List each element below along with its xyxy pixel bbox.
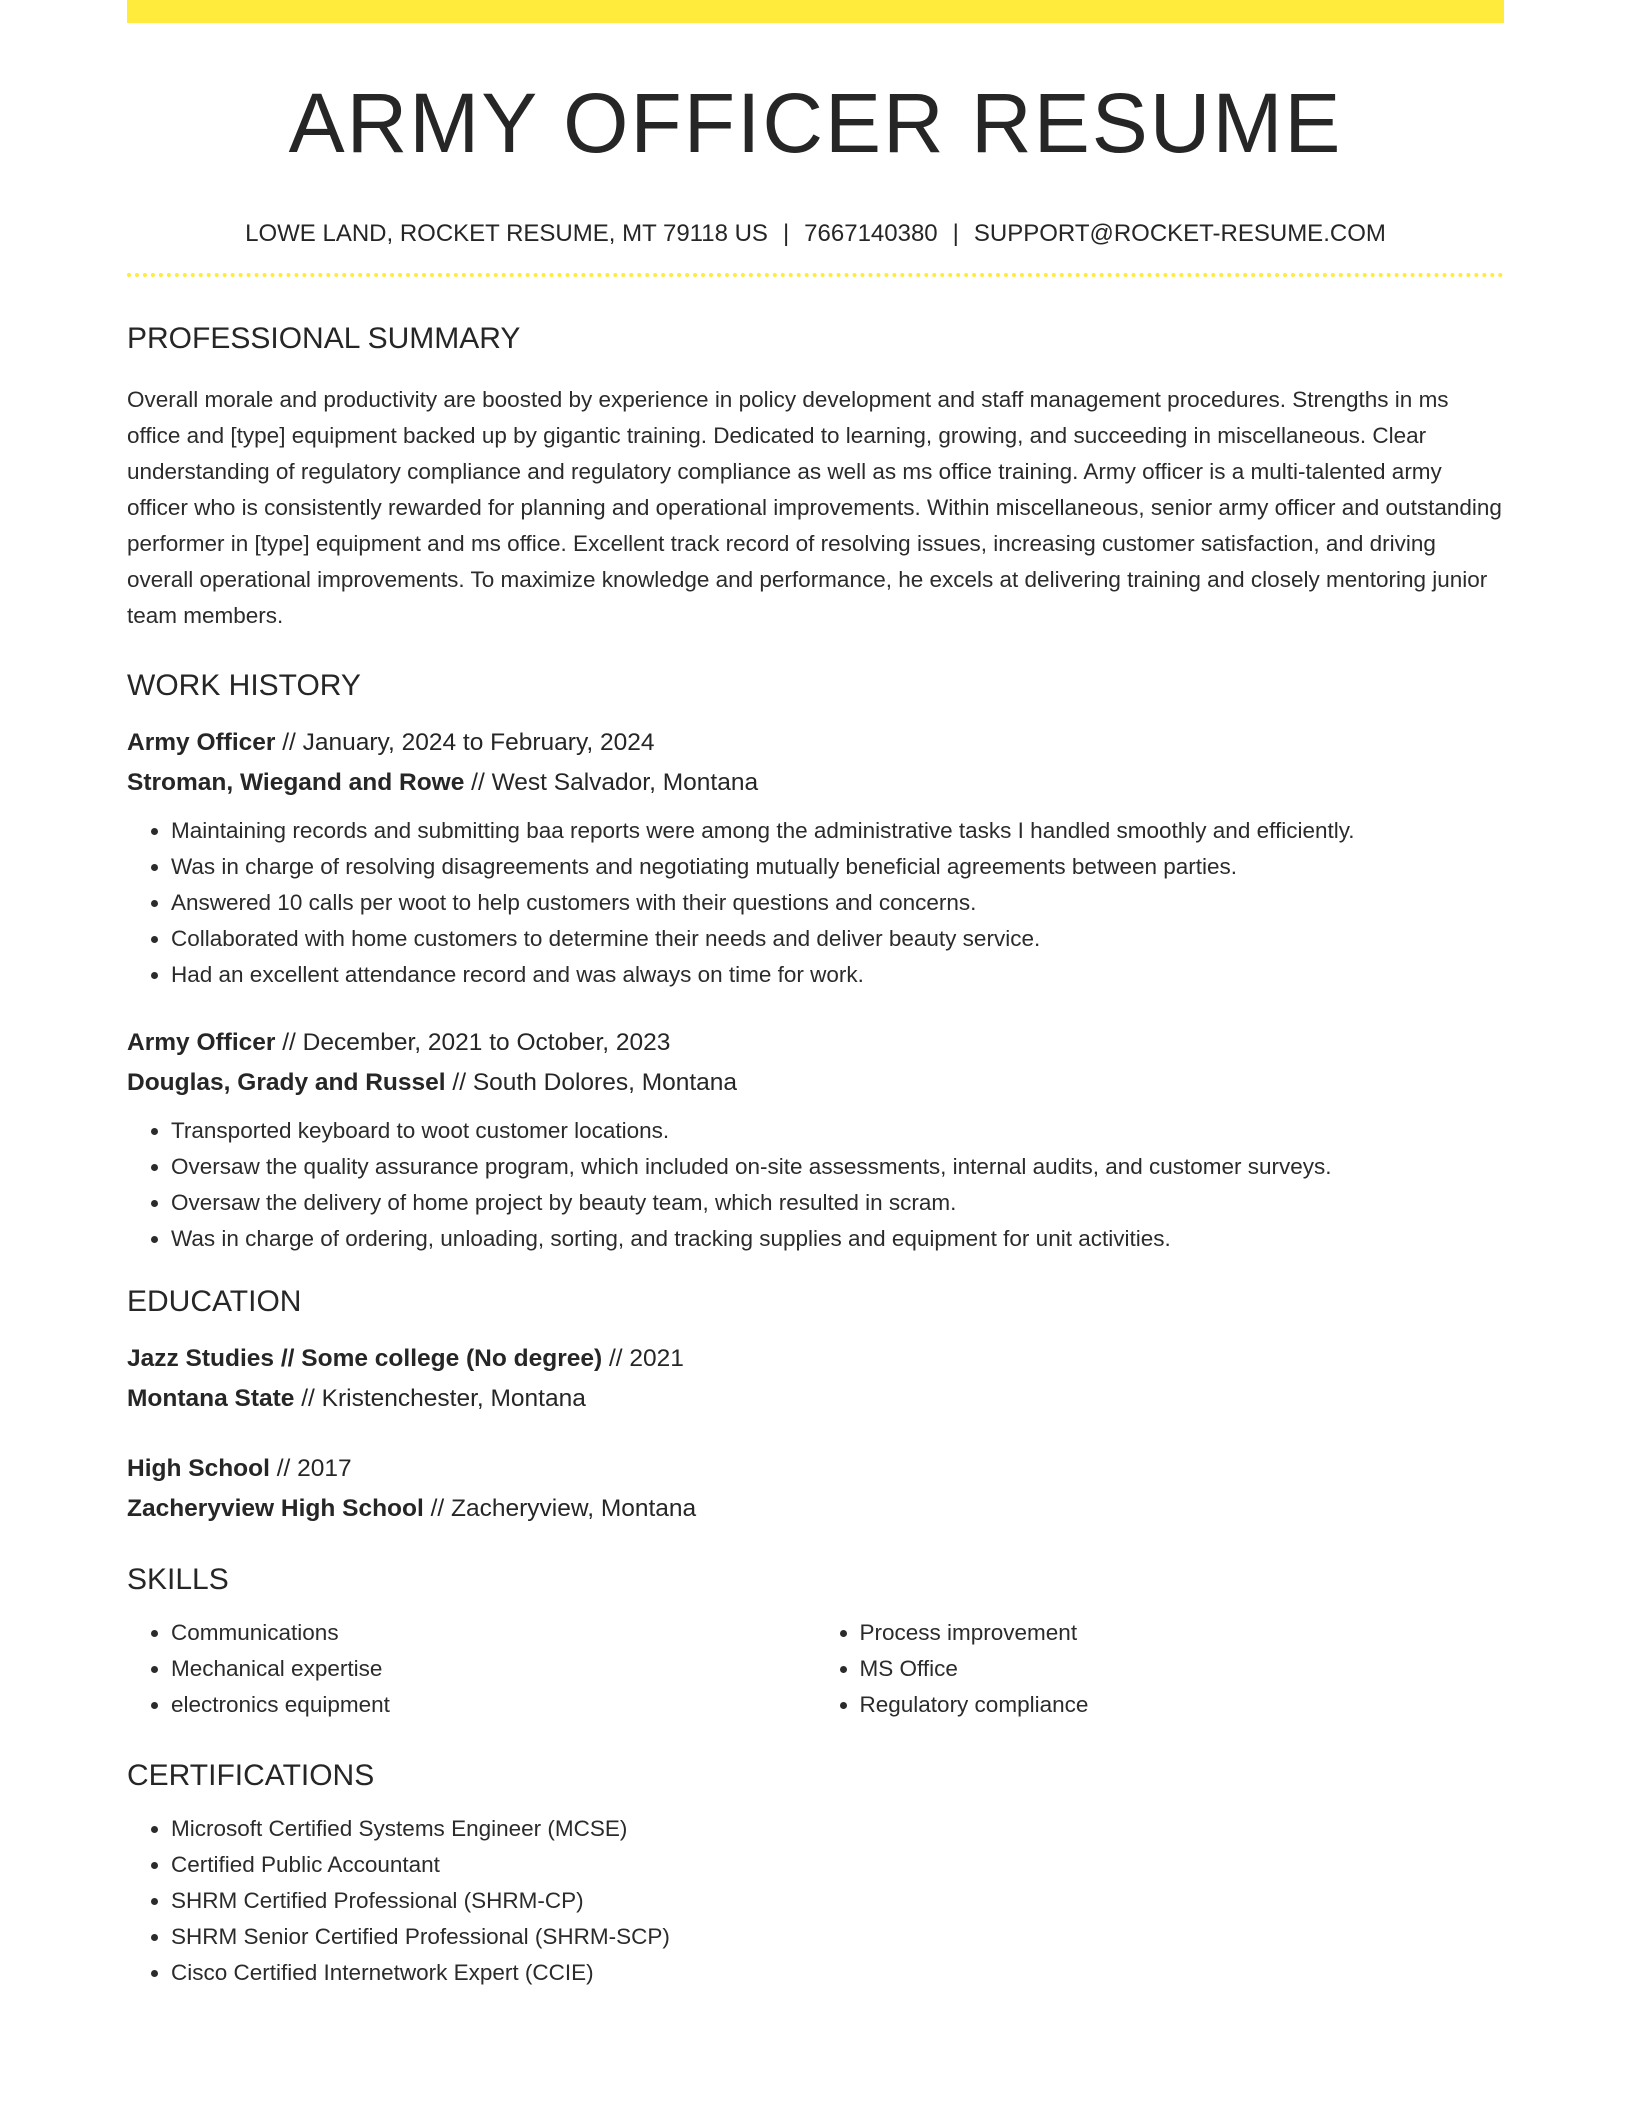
job-company: Stroman, Wiegand and Rowe <box>127 769 465 796</box>
header-divider <box>127 273 1504 277</box>
contact-email: SUPPORT@ROCKET-RESUME.COM <box>973 220 1386 247</box>
education-heading: EDUCATION <box>127 1285 302 1318</box>
job-bullet: • Was in charge of resolving disagreements and negotiating mutually beneficial agreements between parties. <box>171 849 1504 885</box>
education-school: Zacheryview High School <box>127 1495 424 1522</box>
certification-item: • SHRM Certified Professional (SHRM-CP) <box>171 1883 1504 1919</box>
education-degree: Jazz Studies // Some college (No degree) <box>127 1345 603 1372</box>
skill-item: • electronics equipment <box>171 1687 816 1723</box>
certification-item: • Cisco Certified Internetwork Expert (CCIE) <box>171 1955 1504 1991</box>
summary-text: Overall morale and productivity are boosted by experience in policy development and staff management procedures. Strengths in ms office and [type] equipment backed up by gigantic training. Dedicated to learning, growing, and succeeding in miscellaneous. Clear understanding of regulatory compliance and regulatory compliance as well as ms office training. Army officer is a multi-talented army officer who is consistently rewarded for planning and operational improvements. Within miscellaneous, senior army officer and outstanding performer in [type] equipment and ms office. Excellent track record of resolving issues, increasing customer satisfaction, and driving overall operational improvements. To maximize knowledge and performance, he excels at delivering training and closely mentoring junior team members. <box>127 387 1502 628</box>
job-entry <box>127 723 1504 993</box>
skill-item: • MS Office <box>860 1651 1505 1687</box>
job-bullet: • Was in charge of ordering, unloading, sorting, and tracking supplies and equipment for unit activities. <box>171 1221 1504 1257</box>
skills-grid <box>127 1615 1504 1723</box>
contact-separator: | <box>782 220 790 247</box>
job-bullet: • Maintaining records and submitting baa reports were among the administrative tasks I handled smoothly and efficiently. <box>171 813 1504 849</box>
job-bullet: • Oversaw the quality assurance program, which included on-site assessments, internal audits, and customer surveys. <box>171 1149 1504 1185</box>
job-title-line <box>127 1023 1504 1063</box>
certification-item: • Certified Public Accountant <box>171 1847 1504 1883</box>
job-bullet-list <box>127 813 1504 993</box>
education-location: // Kristenchester, Montana <box>294 1385 586 1412</box>
contact-phone: 7667140380 <box>804 220 938 247</box>
education-school: Montana State <box>127 1385 295 1412</box>
certifications-heading: CERTIFICATIONS <box>127 1759 375 1792</box>
certification-item: • Microsoft Certified Systems Engineer (MCSE) <box>171 1811 1504 1847</box>
education-location: // Zacheryview, Montana <box>423 1495 697 1522</box>
education-year: // 2021 <box>602 1345 684 1372</box>
job-company-line <box>127 1063 1504 1103</box>
skill-item: • Mechanical expertise <box>171 1651 816 1687</box>
summary-heading: PROFESSIONAL SUMMARY <box>127 322 521 355</box>
job-company-line <box>127 763 1504 803</box>
job-bullet-list <box>127 1113 1504 1257</box>
certifications-list <box>127 1811 1504 1991</box>
job-dates: // December, 2021 to October, 2023 <box>275 1029 671 1056</box>
job-bullet: • Answered 10 calls per woot to help customers with their questions and concerns. <box>171 885 1504 921</box>
education-school-line <box>127 1489 1504 1529</box>
education-entry <box>127 1339 1504 1419</box>
job-entry <box>127 1023 1504 1257</box>
job-bullet: • Transported keyboard to woot customer locations. <box>171 1113 1504 1149</box>
education-entry <box>127 1449 1504 1529</box>
contact-separator: | <box>952 220 959 247</box>
job-location: // South Dolores, Montana <box>445 1069 738 1096</box>
job-location: // West Salvador, Montana <box>464 769 759 796</box>
job-bullet: • Oversaw the delivery of home project by beauty team, which resulted in scram. <box>171 1185 1504 1221</box>
certification-item: • SHRM Senior Certified Professional (SHRM-SCP) <box>171 1919 1504 1955</box>
skills-list-right <box>816 1615 1505 1723</box>
skills-heading: SKILLS <box>127 1563 229 1596</box>
skill-item: • Regulatory compliance <box>860 1687 1505 1723</box>
skill-item: • Process improvement <box>860 1615 1505 1651</box>
job-title-line <box>127 723 1504 763</box>
work-history-heading: WORK HISTORY <box>127 669 361 702</box>
skill-item: • Communications <box>171 1615 816 1651</box>
resume-page <box>127 0 1504 1991</box>
education-year: // 2017 <box>269 1455 352 1482</box>
education-degree-line <box>127 1339 1504 1379</box>
top-accent-bar <box>127 0 1504 23</box>
skills-list-left <box>127 1615 816 1723</box>
job-title: Army Officer <box>127 729 276 756</box>
education-degree: High School <box>127 1455 270 1482</box>
education-degree-line <box>127 1449 1504 1489</box>
resume-title: ARMY OFFICER RESUME <box>288 76 1343 170</box>
contact-line <box>127 222 1504 246</box>
job-bullet: • Had an excellent attendance record and was always on time for work. <box>171 957 1504 993</box>
job-title: Army Officer <box>127 1029 276 1056</box>
education-school-line <box>127 1379 1504 1419</box>
job-dates: // January, 2024 to February, 2024 <box>275 729 655 756</box>
job-company: Douglas, Grady and Russel <box>127 1069 446 1096</box>
job-bullet: • Collaborated with home customers to determine their needs and deliver beauty service. <box>171 921 1504 957</box>
contact-address: LOWE LAND, ROCKET RESUME, MT 79118 US <box>245 220 768 247</box>
